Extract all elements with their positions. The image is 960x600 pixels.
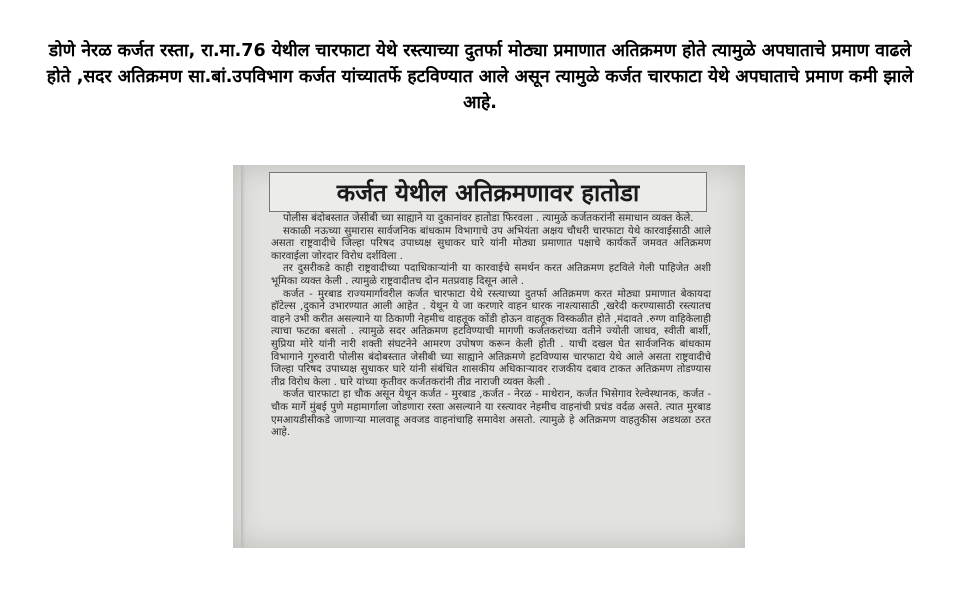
- page-heading: डोणे नेरळ कर्जत रस्ता, रा.मा.76 येथील चारफाटा येथे रस्त्याच्या दुतर्फा मोठ्या प्रमाणात अतिक्रमण होते त्यामुळे अपघाताचे प्रमाण वाढले होते ,सदर अतिक्रमण सा.बां.उपविभाग कर्जत यांच्यातर्फे हटविण्यात आले असून त्यामुळे कर्जत चारफाटा येथे अपघाताचे प्रमाण कमी झाले आहे.: [46, 41, 914, 113]
- clipping-paragraph: कर्जत - मुरबाड राज्यमार्गावरील कर्जत चारफाटा येथे रस्त्याच्या दुतर्फा अतिक्रमण करत मोठ्या प्रमाणात बेकायदा हॉटेल्स ,दुकाने उभारण्यात आली आहेत . येथून ये जा करणारे वाहन धारक नाश्त्यासाठी ,खरेदी करण्यासाठी रस्त्यातच वाहने उभी करीत असल्याने या ठिकाणी नेहमीच वाहतूक कोंडी होऊन वाहतूक विस्कळीत होते ,मंदावते .रुग्ण वाहिकेलाही त्याचा फटका बसतो . त्यामुळे सदर अतिक्रमण हटविण्याची मागणी कर्जतकरांच्या वतीने ज्योती जाधव, स्वीती बार्शी, सुप्रिया मोरे यांनी नारी शक्ती संघटनेने आमरण उपोषण करून केली होती . याची दखल घेत सार्वजनिक बांधकाम विभागाने गुरुवारी पोलीस बंदोबस्तात जेसीबी च्या साह्याने अतिक्रमणे हटविण्यास चारफाटा येथे आले असता राष्ट्रवादीचे जिल्हा परिषद उपाध्यक्ष सुधाकर घारे यांनी संबंधित शासकीय अधिकाऱ्यावर राजकीय दबाव टाकत अतिक्रमण तोडण्यास तीव्र विरोध केला . घारे यांच्या कृतीवर कर्जतकरांनी तीव्र नाराजी व्यक्त केली .: [271, 288, 711, 388]
- scan-edge-shadow: [241, 165, 245, 548]
- clipping-headline-box: [269, 172, 707, 212]
- clipping-body: [271, 213, 711, 543]
- clipping-paragraph: पोलीस बंदोबस्तात जेसीबी च्या साह्याने या दुकानांवर हातोडा फिरवला . त्यामुळे कर्जतकरांनी समाधान व्यक्त केले.: [283, 213, 694, 224]
- clipping-paragraph: कर्जत चारफाटा हा चौक असून येथून कर्जत - मुरबाड ,कर्जत - नेरळ - माथेरान, कर्जत भिसेगाव रेल्वेस्थानक, कर्जत - चौक मार्गे मुंबई पुणे महामार्गाला जोडणारा रस्ता असल्याने या रस्त्यावर नेहमीच वाहनांची प्रचंड वर्दळ असते. त्यात मुरबाड एमआयडीसीकडे जाणाऱ्या मालवाहू अवजड वाहनांचाहि समावेश असतो. त्यामुळे हे अतिक्रमण वाहतुकीस अडथळा ठरत आहे.: [271, 389, 711, 439]
- clipping-paragraph: सकाळी नऊच्या सुमारास सार्वजनिक बांधकाम विभागाचे उप अभियंता अक्षय चौधरी चारफाटा येथे कारवाईसाठी आले असता राष्ट्रवादीचे जिल्हा परिषद उपाध्यक्ष सुधाकर घारे यांनी मोठ्या प्रमाणात पक्षाचे कार्यकर्ते जमवत अतिक्रमण कारवाईला जोरदार विरोध दर्शविला .: [271, 225, 711, 262]
- newspaper-clipping: [233, 165, 745, 548]
- clipping-paragraph: तर दुसरीकडे काही राष्ट्रवादीच्या पदाधिकाऱ्यांनी या कारवाईचे समर्थन करत अतिक्रमण हटविले गेली पाहिजेत अशी भूमिका व्यक्त केली . त्यामुळे राष्ट्रवादीतच दोन मतप्रवाह दिसून आले .: [271, 263, 711, 287]
- clipping-headline: कर्जत येथील अतिक्रमणावर हातोडा: [336, 179, 640, 207]
